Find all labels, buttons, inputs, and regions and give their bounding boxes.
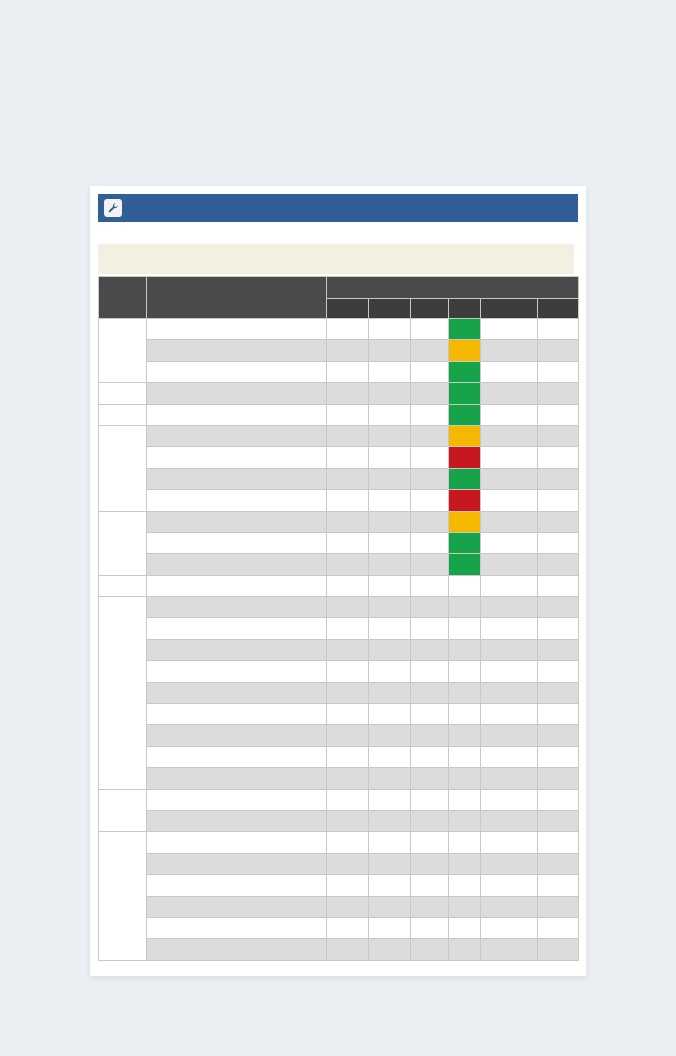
status-cell[interactable]: [449, 768, 481, 789]
actual-cell[interactable]: [369, 383, 411, 404]
actual-cell[interactable]: [369, 832, 411, 853]
actual-cell[interactable]: [369, 511, 411, 532]
remark-cell[interactable]: [538, 511, 579, 532]
checklist-body: [99, 319, 579, 961]
work-item-cell: [99, 425, 147, 511]
owner-cell[interactable]: [411, 361, 449, 382]
detail-cell: [147, 361, 327, 382]
status-cell[interactable]: [449, 746, 481, 767]
owner-cell[interactable]: [411, 511, 449, 532]
detail-cell: [147, 404, 327, 425]
remark-cell[interactable]: [538, 682, 579, 703]
planned-cell[interactable]: [327, 490, 369, 511]
actual-cell[interactable]: [369, 768, 411, 789]
owner-cell[interactable]: [411, 746, 449, 767]
status-cell[interactable]: [449, 597, 481, 618]
table-row: [99, 340, 579, 361]
actual-cell[interactable]: [369, 682, 411, 703]
detail-cell: [147, 896, 327, 917]
detail-cell: [147, 597, 327, 618]
remark-cell[interactable]: [538, 468, 579, 489]
remark-cell[interactable]: [538, 853, 579, 874]
planned-cell[interactable]: [327, 939, 369, 960]
table-row: [99, 832, 579, 853]
status-cell[interactable]: [449, 532, 481, 553]
status-cell[interactable]: [449, 704, 481, 725]
planned-cell[interactable]: [327, 575, 369, 596]
planned-cell[interactable]: [327, 682, 369, 703]
detail-cell: [147, 532, 327, 553]
owner-cell[interactable]: [411, 383, 449, 404]
table-row: [99, 639, 579, 660]
remark-cell[interactable]: [538, 425, 579, 446]
completion-cell[interactable]: [481, 383, 538, 404]
status-cell[interactable]: [449, 361, 481, 382]
planned-cell[interactable]: [327, 853, 369, 874]
header-implementation: [327, 277, 579, 299]
remark-cell[interactable]: [538, 532, 579, 553]
detail-cell: [147, 383, 327, 404]
status-cell[interactable]: [449, 639, 481, 660]
remark-cell[interactable]: [538, 832, 579, 853]
completion-cell[interactable]: [481, 832, 538, 853]
owner-cell[interactable]: [411, 447, 449, 468]
remark-cell[interactable]: [538, 639, 579, 660]
planned-cell[interactable]: [327, 896, 369, 917]
status-cell[interactable]: [449, 682, 481, 703]
owner-cell[interactable]: [411, 682, 449, 703]
completion-cell[interactable]: [481, 447, 538, 468]
remark-cell[interactable]: [538, 490, 579, 511]
remark-cell[interactable]: [538, 725, 579, 746]
status-cell[interactable]: [449, 575, 481, 596]
actual-cell[interactable]: [369, 746, 411, 767]
work-item-cell: [99, 575, 147, 596]
header-completion: [481, 299, 538, 319]
owner-cell[interactable]: [411, 896, 449, 917]
actual-cell[interactable]: [369, 575, 411, 596]
completion-cell[interactable]: [481, 618, 538, 639]
header-status: [449, 299, 481, 319]
table-row: [99, 853, 579, 874]
table-row: [99, 597, 579, 618]
detail-cell: [147, 746, 327, 767]
completion-cell[interactable]: [481, 789, 538, 810]
actual-cell[interactable]: [369, 618, 411, 639]
actual-cell[interactable]: [369, 853, 411, 874]
detail-cell: [147, 319, 327, 340]
detail-cell: [147, 661, 327, 682]
planned-cell[interactable]: [327, 511, 369, 532]
table-row: [99, 618, 579, 639]
completion-cell[interactable]: [481, 511, 538, 532]
completion-cell[interactable]: [481, 768, 538, 789]
completion-cell[interactable]: [481, 810, 538, 831]
table-row: [99, 725, 579, 746]
planned-cell[interactable]: [327, 746, 369, 767]
owner-cell[interactable]: [411, 554, 449, 575]
actual-cell[interactable]: [369, 917, 411, 938]
planned-cell[interactable]: [327, 661, 369, 682]
detail-cell: [147, 468, 327, 489]
completion-cell[interactable]: [481, 639, 538, 660]
planned-cell[interactable]: [327, 789, 369, 810]
owner-cell[interactable]: [411, 939, 449, 960]
checklist-description: [98, 244, 574, 274]
completion-cell[interactable]: [481, 319, 538, 340]
remark-cell[interactable]: [538, 917, 579, 938]
status-cell[interactable]: [449, 554, 481, 575]
owner-cell[interactable]: [411, 725, 449, 746]
completion-cell[interactable]: [481, 597, 538, 618]
detail-cell: [147, 575, 327, 596]
actual-cell[interactable]: [369, 404, 411, 425]
owner-cell[interactable]: [411, 853, 449, 874]
remark-cell[interactable]: [538, 319, 579, 340]
planned-cell[interactable]: [327, 768, 369, 789]
remark-cell[interactable]: [538, 340, 579, 361]
completion-cell[interactable]: [481, 425, 538, 446]
detail-cell: [147, 704, 327, 725]
completion-cell[interactable]: [481, 704, 538, 725]
owner-cell[interactable]: [411, 575, 449, 596]
owner-cell[interactable]: [411, 468, 449, 489]
completion-cell[interactable]: [481, 875, 538, 896]
table-row: [99, 875, 579, 896]
status-cell[interactable]: [449, 853, 481, 874]
status-cell[interactable]: [449, 939, 481, 960]
actual-cell[interactable]: [369, 875, 411, 896]
completion-cell[interactable]: [481, 746, 538, 767]
completion-cell[interactable]: [481, 661, 538, 682]
planned-cell[interactable]: [327, 554, 369, 575]
table-row: [99, 917, 579, 938]
table-row: [99, 939, 579, 960]
status-cell[interactable]: [449, 425, 481, 446]
detail-cell: [147, 853, 327, 874]
detail-cell: [147, 554, 327, 575]
planned-cell[interactable]: [327, 618, 369, 639]
detail-cell: [147, 832, 327, 853]
detail-cell: [147, 618, 327, 639]
detail-cell: [147, 639, 327, 660]
owner-cell[interactable]: [411, 661, 449, 682]
detail-cell: [147, 875, 327, 896]
owner-cell[interactable]: [411, 597, 449, 618]
checklist-table: [98, 276, 579, 961]
owner-cell[interactable]: [411, 532, 449, 553]
header-work-item: [99, 277, 147, 319]
remark-cell[interactable]: [538, 704, 579, 725]
detail-cell: [147, 682, 327, 703]
table-row: [99, 319, 579, 340]
table-row: [99, 810, 579, 831]
planned-cell[interactable]: [327, 340, 369, 361]
completion-cell[interactable]: [481, 404, 538, 425]
planned-cell[interactable]: [327, 704, 369, 725]
owner-cell[interactable]: [411, 789, 449, 810]
remark-cell[interactable]: [538, 746, 579, 767]
owner-cell[interactable]: [411, 810, 449, 831]
status-cell[interactable]: [449, 340, 481, 361]
owner-cell[interactable]: [411, 319, 449, 340]
status-cell[interactable]: [449, 917, 481, 938]
remark-cell[interactable]: [538, 789, 579, 810]
owner-cell[interactable]: [411, 490, 449, 511]
completion-cell[interactable]: [481, 896, 538, 917]
planned-cell[interactable]: [327, 361, 369, 382]
remark-cell[interactable]: [538, 810, 579, 831]
planned-cell[interactable]: [327, 832, 369, 853]
actual-cell[interactable]: [369, 597, 411, 618]
remark-cell[interactable]: [538, 896, 579, 917]
status-cell[interactable]: [449, 447, 481, 468]
header-planned: [327, 299, 369, 319]
planned-cell[interactable]: [327, 875, 369, 896]
planned-cell[interactable]: [327, 404, 369, 425]
work-item-cell: [99, 511, 147, 575]
actual-cell[interactable]: [369, 810, 411, 831]
remark-cell[interactable]: [538, 447, 579, 468]
owner-cell[interactable]: [411, 832, 449, 853]
table-row: [99, 746, 579, 767]
table-row: [99, 468, 579, 489]
detail-cell: [147, 340, 327, 361]
owner-cell[interactable]: [411, 404, 449, 425]
detail-cell: [147, 725, 327, 746]
table-row: [99, 490, 579, 511]
remark-cell[interactable]: [538, 597, 579, 618]
spreadsheet-preview: [90, 186, 586, 976]
completion-cell[interactable]: [481, 554, 538, 575]
detail-cell: [147, 511, 327, 532]
actual-cell[interactable]: [369, 661, 411, 682]
completion-cell[interactable]: [481, 468, 538, 489]
table-row: [99, 661, 579, 682]
planned-cell[interactable]: [327, 532, 369, 553]
remark-cell[interactable]: [538, 939, 579, 960]
actual-cell[interactable]: [369, 789, 411, 810]
table-row: [99, 511, 579, 532]
table-row: [99, 383, 579, 404]
completion-cell[interactable]: [481, 853, 538, 874]
actual-cell[interactable]: [369, 939, 411, 960]
remark-cell[interactable]: [538, 768, 579, 789]
remark-cell[interactable]: [538, 383, 579, 404]
header-remark: [538, 299, 579, 319]
remark-cell[interactable]: [538, 404, 579, 425]
actual-cell[interactable]: [369, 532, 411, 553]
actual-cell[interactable]: [369, 490, 411, 511]
actual-cell[interactable]: [369, 725, 411, 746]
header-detail: [147, 277, 327, 319]
work-item-cell: [99, 789, 147, 832]
actual-cell[interactable]: [369, 447, 411, 468]
planned-cell[interactable]: [327, 917, 369, 938]
status-cell[interactable]: [449, 789, 481, 810]
owner-cell[interactable]: [411, 917, 449, 938]
detail-cell: [147, 939, 327, 960]
work-item-cell: [99, 404, 147, 425]
completion-cell[interactable]: [481, 575, 538, 596]
owner-cell[interactable]: [411, 618, 449, 639]
table-row: [99, 404, 579, 425]
planned-cell[interactable]: [327, 425, 369, 446]
completion-cell[interactable]: [481, 532, 538, 553]
status-cell[interactable]: [449, 490, 481, 511]
planned-cell[interactable]: [327, 319, 369, 340]
detail-cell: [147, 789, 327, 810]
owner-cell[interactable]: [411, 639, 449, 660]
completion-cell[interactable]: [481, 725, 538, 746]
work-item-cell: [99, 832, 147, 960]
owner-cell[interactable]: [411, 704, 449, 725]
status-cell[interactable]: [449, 618, 481, 639]
detail-cell: [147, 425, 327, 446]
planned-cell[interactable]: [327, 810, 369, 831]
header-owner: [411, 299, 449, 319]
planned-cell[interactable]: [327, 447, 369, 468]
actual-cell[interactable]: [369, 896, 411, 917]
status-cell[interactable]: [449, 404, 481, 425]
status-cell[interactable]: [449, 832, 481, 853]
work-item-cell: [99, 597, 147, 790]
work-item-cell: [99, 319, 147, 383]
status-cell[interactable]: [449, 383, 481, 404]
owner-cell[interactable]: [411, 340, 449, 361]
planned-cell[interactable]: [327, 725, 369, 746]
owner-cell[interactable]: [411, 768, 449, 789]
table-row: [99, 704, 579, 725]
detail-cell: [147, 447, 327, 468]
planned-cell[interactable]: [327, 468, 369, 489]
actual-cell[interactable]: [369, 319, 411, 340]
owner-cell[interactable]: [411, 425, 449, 446]
remark-cell[interactable]: [538, 361, 579, 382]
completion-cell[interactable]: [481, 361, 538, 382]
table-row: [99, 532, 579, 553]
detail-cell: [147, 768, 327, 789]
remark-cell[interactable]: [538, 661, 579, 682]
table-row: [99, 425, 579, 446]
table-row: [99, 361, 579, 382]
sheet-banner: [98, 194, 578, 222]
completion-cell[interactable]: [481, 939, 538, 960]
completion-cell[interactable]: [481, 490, 538, 511]
status-cell[interactable]: [449, 875, 481, 896]
planned-cell[interactable]: [327, 639, 369, 660]
actual-cell[interactable]: [369, 704, 411, 725]
actual-cell[interactable]: [369, 361, 411, 382]
detail-cell: [147, 490, 327, 511]
table-row: [99, 768, 579, 789]
remark-cell[interactable]: [538, 554, 579, 575]
remark-cell[interactable]: [538, 575, 579, 596]
planned-cell[interactable]: [327, 383, 369, 404]
completion-cell[interactable]: [481, 917, 538, 938]
completion-cell[interactable]: [481, 682, 538, 703]
owner-cell[interactable]: [411, 875, 449, 896]
header-actual: [369, 299, 411, 319]
status-cell[interactable]: [449, 661, 481, 682]
table-row: [99, 896, 579, 917]
status-cell[interactable]: [449, 319, 481, 340]
wrench-icon: [104, 199, 122, 217]
table-row: [99, 447, 579, 468]
work-item-cell: [99, 383, 147, 404]
completion-cell[interactable]: [481, 340, 538, 361]
detail-cell: [147, 810, 327, 831]
table-row: [99, 682, 579, 703]
status-cell[interactable]: [449, 725, 481, 746]
planned-cell[interactable]: [327, 597, 369, 618]
actual-cell[interactable]: [369, 425, 411, 446]
status-cell[interactable]: [449, 468, 481, 489]
status-cell[interactable]: [449, 810, 481, 831]
table-row: [99, 789, 579, 810]
actual-cell[interactable]: [369, 554, 411, 575]
detail-cell: [147, 917, 327, 938]
actual-cell[interactable]: [369, 468, 411, 489]
remark-cell[interactable]: [538, 875, 579, 896]
actual-cell[interactable]: [369, 639, 411, 660]
status-cell[interactable]: [449, 511, 481, 532]
table-row: [99, 554, 579, 575]
remark-cell[interactable]: [538, 618, 579, 639]
actual-cell[interactable]: [369, 340, 411, 361]
status-cell[interactable]: [449, 896, 481, 917]
table-row: [99, 575, 579, 596]
